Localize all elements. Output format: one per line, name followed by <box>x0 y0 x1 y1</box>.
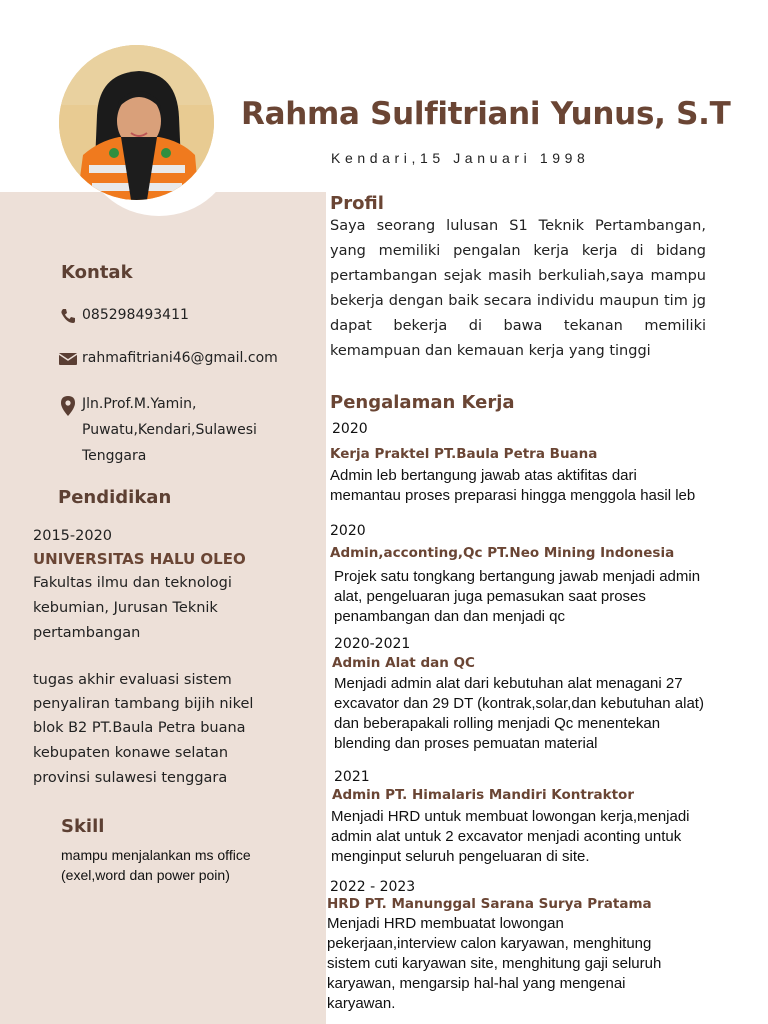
education-heading: Pendidikan <box>58 487 172 508</box>
profile-photo <box>59 45 214 200</box>
faculty-line-3: pertambangan <box>33 625 141 641</box>
job-description: Menjadi admin alat dari kebutuhan alat menagani 27 excavator dan 29 DT (kontrak,solar,dan kebutuhan alat) dan beberapakali rolling menjadi Qc menentekan blending dan proses pemuatan material <box>334 675 704 752</box>
job-title: Admin Alat dan QC <box>332 655 475 671</box>
faculty-line-2: kebumian, Jurusan Teknik <box>33 600 218 616</box>
experience-heading: Pengalaman Kerja <box>330 392 515 413</box>
job-year: 2021 <box>334 769 370 785</box>
thesis-line-4: kebupaten konawe selatan <box>33 745 229 761</box>
university-name: UNIVERSITAS HALU OLEO <box>33 550 246 568</box>
phone-icon <box>60 308 76 324</box>
education-years: 2015-2020 <box>33 528 113 544</box>
job-title: Admin PT. Himalaris Mandiri Kontraktor <box>332 787 634 803</box>
thesis-line-3: blok B2 PT.Baula Petra buana <box>33 720 246 736</box>
birth-place-date: Kendari,15 Januari 1998 <box>331 150 590 166</box>
address-line-1: Jln.Prof.M.Yamin, <box>82 396 197 412</box>
job-title: Kerja Praktel PT.Baula Petra Buana <box>330 446 598 462</box>
job-title: HRD PT. Manunggal Sarana Surya Pratama <box>327 896 652 912</box>
job-description: Menjadi HRD membuatat lowongan pekerjaan,interview calon karyawan, menghitung sistem cuti karyawan site, menghitung gaji seluruh karyawan, mengarsip hal-hal yang mengenai karyawan. <box>327 915 662 1012</box>
address-line-3: Tenggara <box>82 448 147 464</box>
job-description: Projek satu tongkang bertangung jawab menjadi admin alat, pengeluaran juga pemasukan saat proses penambangan dan dan menjadi qc <box>334 568 701 625</box>
job-description: Menjadi HRD untuk membuat lowongan kerja,menjadi admin alat untuk 2 excavator menjadi aconting untuk menginput seluruh pengeluaran di site. <box>331 808 690 865</box>
thesis-line-2: penyaliran tambang bijih nikel <box>33 696 254 712</box>
thesis-line-5: provinsi sulawesi tenggara <box>33 770 228 786</box>
faculty-line-1: Fakultas ilmu dan teknologi <box>33 575 232 591</box>
job-year: 2020 <box>330 523 366 539</box>
profile-heading: Profil <box>330 193 384 214</box>
skill-heading: Skill <box>61 816 105 837</box>
skill-text: mampu menjalankan ms office (exel,word dan power poin) <box>61 847 251 883</box>
job-year: 2022 - 2023 <box>330 879 416 895</box>
candidate-name: Rahma Sulfitriani Yunus, S.T <box>241 96 731 132</box>
job-year: 2020 <box>332 421 368 437</box>
location-pin-icon <box>61 396 75 416</box>
job-year: 2020-2021 <box>334 636 411 652</box>
job-title: Admin,acconting,Qc PT.Neo Mining Indonesia <box>330 545 675 561</box>
contact-heading: Kontak <box>61 262 133 283</box>
address-line-2: Puwatu,Kendari,Sulawesi <box>82 422 257 438</box>
job-description: Admin leb bertangung jawab atas aktifitas dari memantau proses preparasi hingga menggola hasil leb <box>330 467 696 504</box>
email-address: rahmafitriani46@gmail.com <box>82 350 278 366</box>
thesis-line-1: tugas akhir evaluasi sistem <box>33 672 232 688</box>
phone-number: 085298493411 <box>82 307 189 323</box>
email-icon <box>59 352 77 366</box>
profile-text: Saya seorang lulusan S1 Teknik Pertambangan, yang memiliki pengalan kerja kerja di bidang pertambangan sejak masih berkuliah,saya mampu bekerja dengan baik secara individu maupun tim jg dapat bekerja di bawa tekanan memiliki kemampuan dan kemauan kerja yang tinggi <box>330 218 706 359</box>
